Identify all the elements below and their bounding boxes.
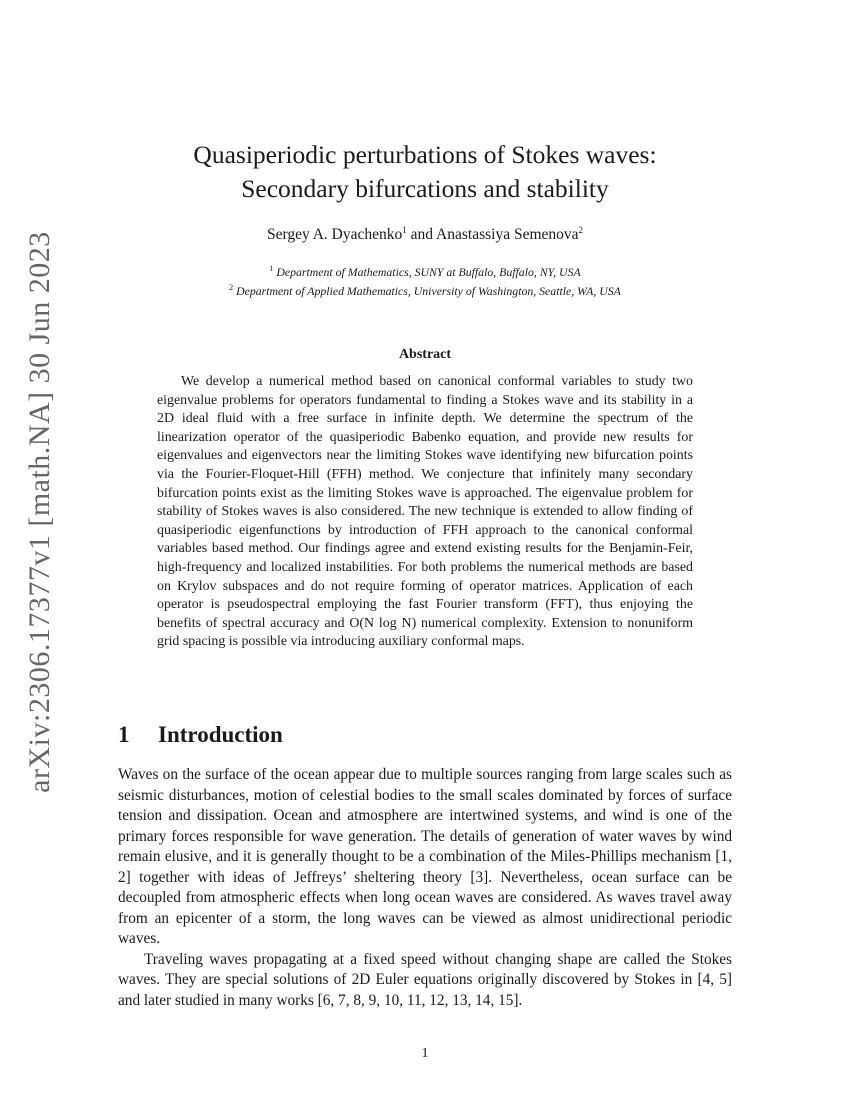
author-1-mark: 1 [402,225,407,235]
author-list [0,225,850,244]
affiliation-1 [0,261,850,280]
affiliation-2 [0,280,850,299]
affiliation-1-mark: 1 [269,264,274,273]
section-title: Introduction [158,722,283,747]
title-line-1: Quasiperiodic perturbations of Stokes waves: [193,140,657,169]
title-line-2: Secondary bifurcations and stability [241,174,609,203]
affiliations [0,261,850,299]
introduction-text [118,765,732,1011]
section-number: 1 [118,722,130,747]
abstract-body: We develop a numerical method based on canonical conformal variables to study two eigenvalue problems for operators fundamental to finding a Stokes wave and its stability in a 2D ideal fluid with a free surface in infinite depth. We determine the spectrum of the linearization operator of the quasiperiodic Babenko equation, and provide new results for eigenvalues and eigenvectors near the limiting Stokes wave identifying new bifurcation points via the Fourier-Floquet-Hill (FFH) method. We conjecture that infinitely many secondary bifurcation points exist as the limiting Stokes wave is approached. The eigenvalue problem for stability of Stokes waves is also considered. The new technique is extended to allow finding of quasiperiodic eigenfunctions by introduction of FFH approach to the canonical conformal variables based method. Our findings agree and extend existing results for the Benjamin-Feir, high-frequency and localized instabilities. For both problems the numerical methods are based on Krylov subspaces and do not require forming of operator matrices. Application of each operator is pseudospectral employing the fast Fourier transform (FFT), thus enjoying the benefits of spectral accuracy and O(N log N) numerical complexity. Extension to nonuniform grid spacing is possible via introducing auxiliary conformal maps. [157,374,693,650]
page-number: 1 [421,1046,429,1061]
arxiv-identifier: arXiv:2306.17377v1 [math.NA] 30 Jun 2023 [23,231,56,793]
paper-title [0,138,850,206]
intro-paragraph-1: Waves on the surface of the ocean appear due to multiple sources ranging from large scales such as seismic disturbances, motion of celestial bodies to the small scales dominated by forces of surface tension and dissipation. Ocean and atmosphere are intertwined systems, and wind is one of the primary forces responsible for wave generation. The details of generation of water waves by wind remain elusive, and it is generally thought to be a combination of the Miles-Phillips mechanism [1, 2] together with ideas of Jeffreys’ sheltering theory [3]. Nevertheless, ocean surface can be decoupled from atmospheric effects when long ocean waves are considered. As waves travel away from an epicenter of a storm, the long waves can be viewed as almost unidirectional periodic waves. [118,766,732,947]
affiliation-2-text: Department of Applied Mathematics, University of Washington, Seattle, WA, USA [236,283,621,298]
abstract-heading: Abstract [398,347,452,362]
affiliation-1-text: Department of Mathematics, SUNY at Buffalo, Buffalo, NY, USA [276,264,581,279]
author-2-mark: 2 [578,225,584,235]
intro-paragraph-2: Traveling waves propagating at a fixed speed without changing shape are called the Stokes waves. They are special solutions of 2D Euler equations originally discovered by Stokes in [4, 5] and later studied in many works [6, 7, 8, 9, 10, 11, 12, 13, 14, 15]. [118,950,732,1009]
author-2: Anastassiya Semenova [436,226,579,244]
affiliation-2-mark: 2 [229,282,234,292]
section-heading [118,722,283,748]
author-conjunction: and [406,226,437,244]
author-1: Sergey A. Dyachenko [266,226,403,244]
